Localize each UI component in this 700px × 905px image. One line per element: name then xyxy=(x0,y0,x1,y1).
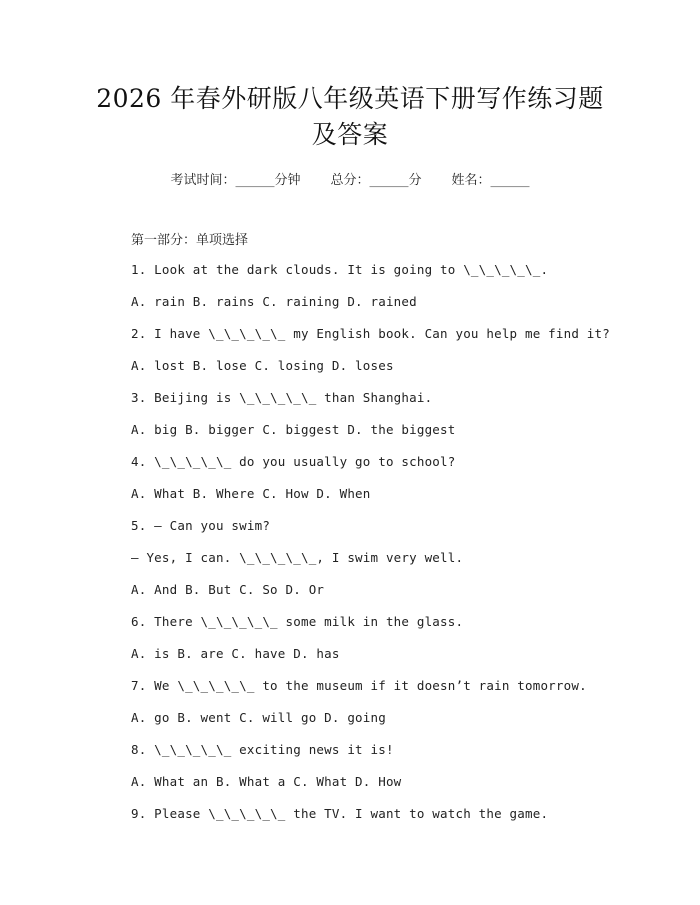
options-line: A. lost B. lose C. losing D. loses xyxy=(131,358,394,373)
question-line: 4. \_\_\_\_\_ do you usually go to school? xyxy=(131,454,456,469)
options-line: A. rain B. rains C. raining D. rained xyxy=(131,294,417,309)
total-score-field: 总分：______分 xyxy=(330,173,422,188)
question-line: 2. I have \_\_\_\_\_ my English book. Can you help me find it? xyxy=(131,326,610,341)
exam-meta-row xyxy=(0,169,700,188)
options-line: A. And B. But C. So D. Or xyxy=(131,582,325,597)
student-name-field: 姓名：______ xyxy=(451,173,530,188)
options-line: A. go B. went C. will go D. going xyxy=(131,710,386,725)
document-title-line-2: 及答案 xyxy=(311,120,389,149)
exam-time-field: 考试时间：______分钟 xyxy=(170,173,301,188)
document-title-line-1: 2026 年春外研版八年级英语下册写作练习题 xyxy=(96,84,604,113)
question-line: 5. — Can you swim? xyxy=(131,518,271,533)
question-line: 6. There \_\_\_\_\_ some milk in the glass. xyxy=(131,614,464,629)
options-line: A. big B. bigger C. biggest D. the biggest xyxy=(131,422,456,437)
question-line: 9. Please \_\_\_\_\_ the TV. I want to watch the game. xyxy=(131,806,549,821)
section-heading: 第一部分：单项选择 xyxy=(131,233,249,248)
options-line: A. is B. are C. have D. has xyxy=(131,646,340,661)
question-line: 3. Beijing is \_\_\_\_\_ than Shanghai. xyxy=(131,390,433,405)
question-line: — Yes, I can. \_\_\_\_\_, I swim very well. xyxy=(131,550,464,565)
options-line: A. What an B. What a C. What D. How xyxy=(131,774,402,789)
question-line: 8. \_\_\_\_\_ exciting news it is! xyxy=(131,742,394,757)
question-line: 1. Look at the dark clouds. It is going to \_\_\_\_\_. xyxy=(131,262,549,277)
options-line: A. What B. Where C. How D. When xyxy=(131,486,371,501)
question-line: 7. We \_\_\_\_\_ to the museum if it doesn’t rain tomorrow. xyxy=(131,678,587,693)
